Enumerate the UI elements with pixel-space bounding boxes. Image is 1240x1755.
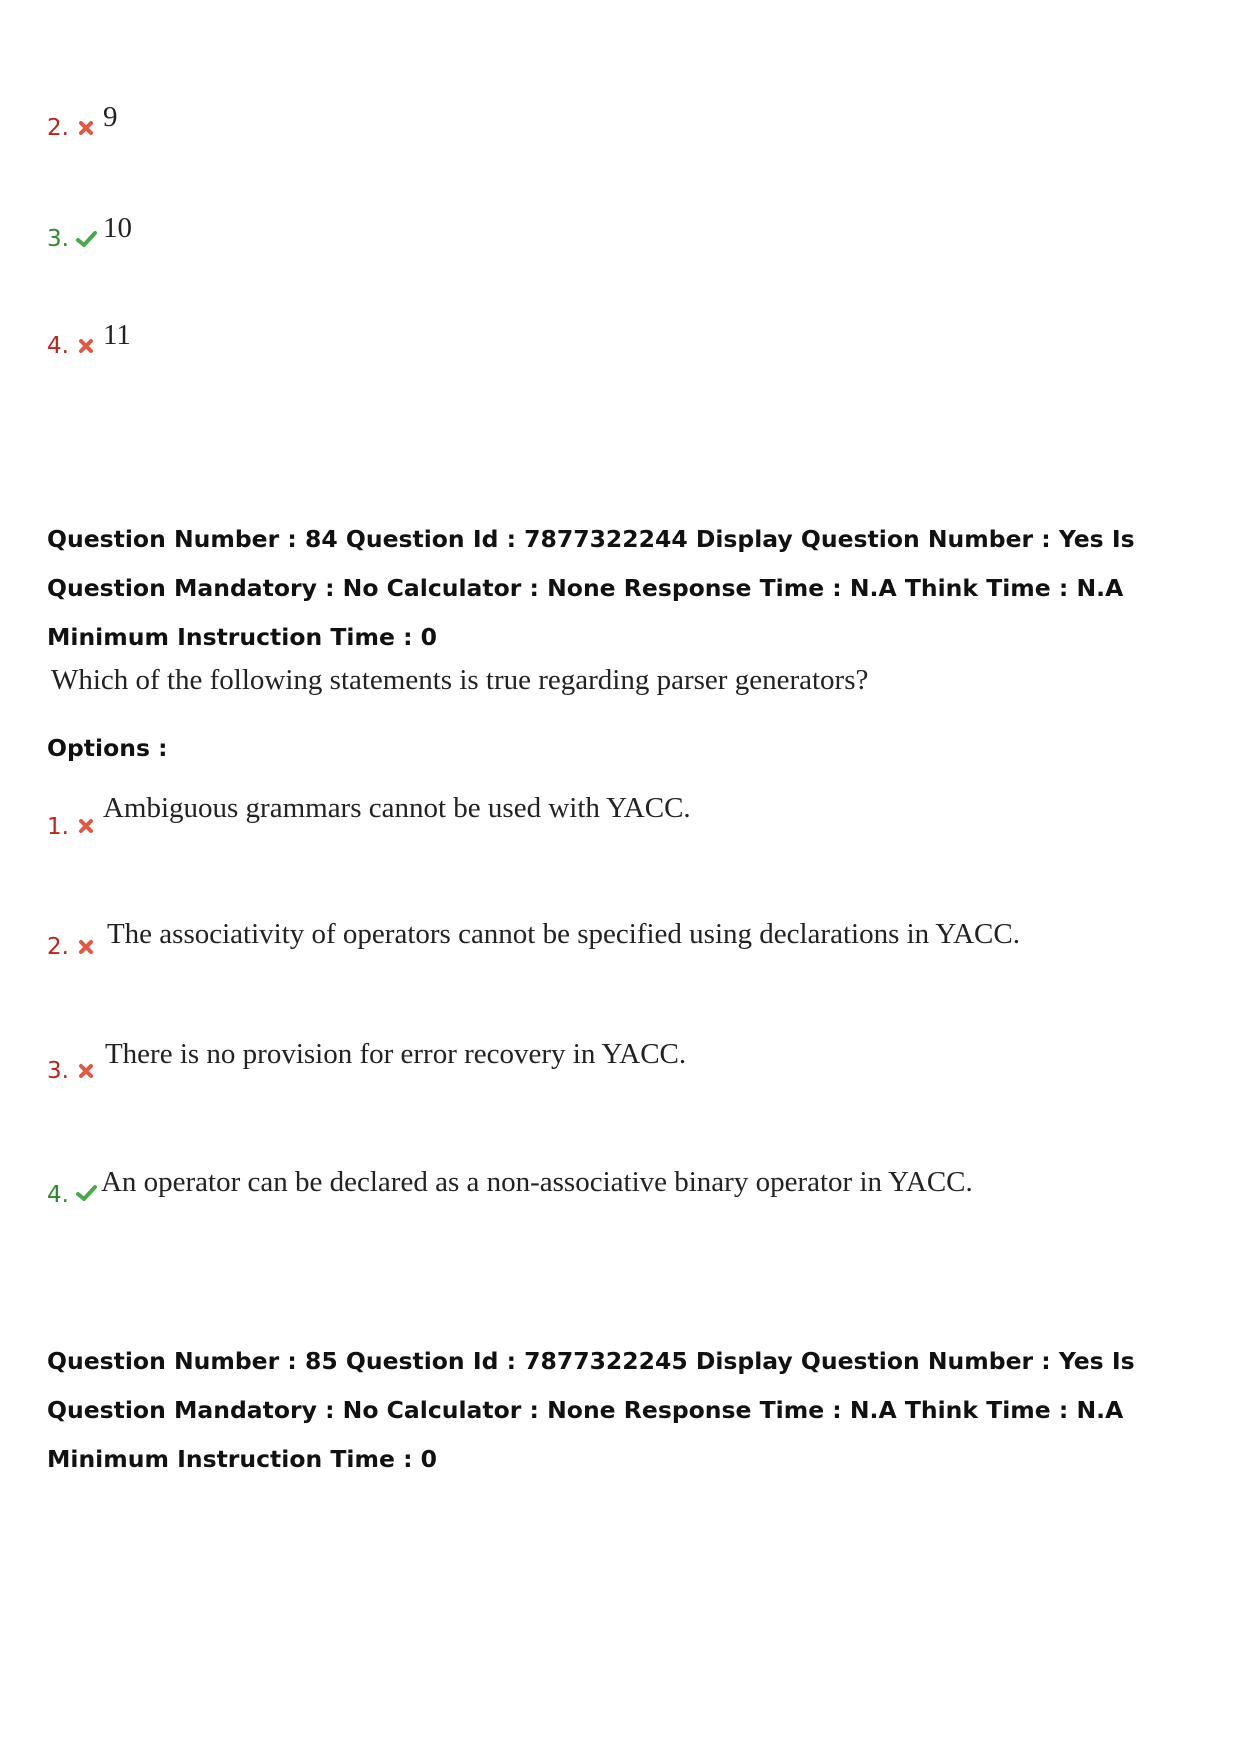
option-prev-4 bbox=[47, 321, 131, 358]
question-85-meta: Question Number : 85 Question Id : 7877322245 Display Question Number : Yes Is Question Mandatory : No Calculator : None Response Time : N.A Think Time : N.A Minimum Instruction Time : 0 bbox=[47, 1347, 1135, 1473]
option-prev-3 bbox=[47, 214, 132, 251]
cross-icon bbox=[75, 815, 97, 837]
question-84-meta: Question Number : 84 Question Id : 7877322244 Display Question Number : Yes Is Question Mandatory : No Calculator : None Response Time : N.A Think Time : N.A Minimum Instruction Time : 0 bbox=[47, 525, 1135, 651]
option-84-1 bbox=[47, 792, 691, 839]
option-number: 4. bbox=[47, 1182, 69, 1208]
option-number: 2. bbox=[47, 934, 69, 960]
option-text: Ambiguous grammars cannot be used with YACC. bbox=[102, 792, 691, 824]
option-84-3 bbox=[47, 1040, 686, 1083]
option-number: 3. bbox=[47, 1058, 69, 1084]
option-number: 2. bbox=[47, 115, 69, 141]
cross-icon bbox=[75, 335, 97, 357]
option-text: The associativity of operators cannot be specified using declarations in YACC. bbox=[106, 918, 1020, 950]
option-number: 4. bbox=[47, 333, 69, 359]
option-number: 1. bbox=[47, 814, 69, 840]
cross-icon bbox=[75, 936, 97, 958]
option-84-2 bbox=[47, 920, 1020, 959]
option-text: 9 bbox=[102, 101, 118, 133]
option-84-4 bbox=[47, 1168, 973, 1207]
option-number: 3. bbox=[47, 226, 69, 252]
question-84-text: Which of the following statements is true regarding parser generators? bbox=[51, 664, 869, 696]
cross-icon bbox=[75, 1060, 97, 1082]
check-icon bbox=[75, 1182, 97, 1204]
option-text: An operator can be declared as a non-associative binary operator in YACC. bbox=[100, 1166, 973, 1198]
cross-icon bbox=[75, 117, 97, 139]
check-icon bbox=[75, 228, 97, 250]
option-prev-2 bbox=[47, 103, 117, 140]
option-text: There is no provision for error recovery in YACC. bbox=[104, 1038, 687, 1070]
option-text: 11 bbox=[102, 319, 131, 351]
option-text: 10 bbox=[102, 212, 132, 244]
options-label: Options : bbox=[47, 734, 168, 762]
